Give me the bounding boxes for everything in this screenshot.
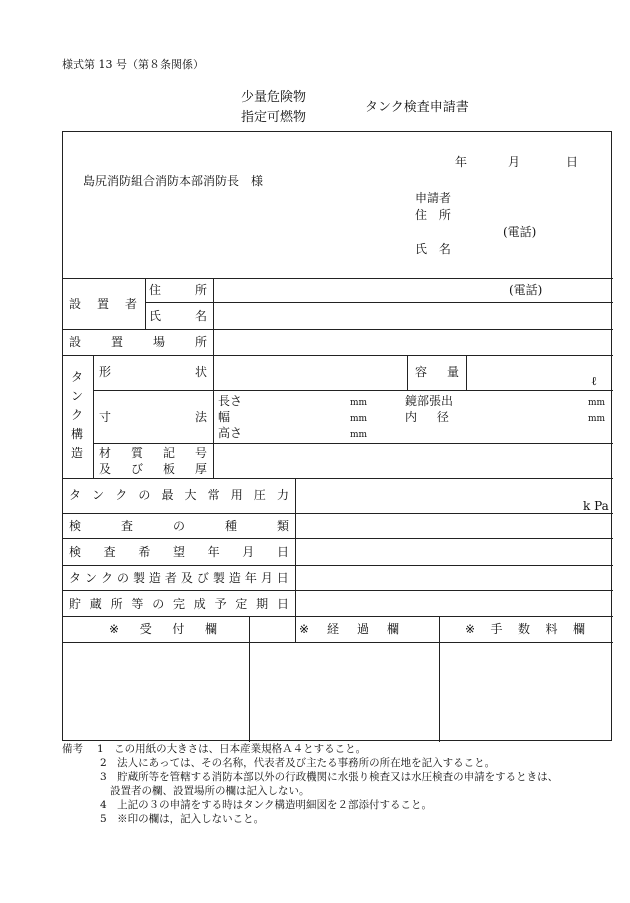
- date-year-label: 年: [455, 155, 468, 169]
- desired-date-label: 検 査 希 望 年 月 日: [69, 545, 289, 559]
- remarks: [62, 742, 558, 826]
- tank-capacity-label: 容 量: [415, 365, 459, 379]
- material-label-2: 及 び 板 厚: [99, 462, 207, 476]
- max-pressure-label: タ ン ク の 最 大 常 用 圧 力: [69, 488, 289, 502]
- form-title: タンク検査申請書: [365, 100, 469, 115]
- fee-column-header: ※ 手 数 料 欄: [465, 622, 585, 636]
- header-category-2: 指定可燃物: [241, 110, 307, 125]
- application-form-table: [62, 131, 612, 741]
- tank-height-label: 高さ: [218, 426, 243, 440]
- mirror-unit: mm: [588, 398, 606, 408]
- mirror-overhang-label: 鏡部張出: [405, 394, 454, 408]
- reception-column-header: ※ 受 付 欄: [109, 622, 217, 636]
- manufacturer-label: タ ン ク の 製 造 者 及 び 製 造 年 月 日: [69, 571, 289, 585]
- installation-location-label: 設 置 場 所: [69, 335, 207, 349]
- form-number: 様式第 13 号（第８条関係）: [62, 58, 204, 71]
- tank-structure-label: タンク構造: [71, 370, 84, 460]
- progress-column-header: ※ 経 過 欄: [299, 622, 399, 636]
- remark-3-continued: 設置者の欄、設置場所の欄は記入しない。: [110, 785, 310, 797]
- header-category-1: 少量危険物: [241, 90, 307, 105]
- inspection-type-label: 検 査 の 種 類: [69, 519, 289, 533]
- tank-dimension-label: 寸 法: [99, 410, 207, 424]
- tank-capacity-unit: ℓ: [591, 374, 597, 388]
- material-label-1: 材 質 記 号: [99, 446, 207, 460]
- tank-shape-label: 形 状: [99, 365, 207, 379]
- applicant-name-label: 氏 名: [415, 242, 455, 256]
- remarks-heading: 備考: [62, 743, 83, 755]
- inner-diameter-label: 内 径: [405, 410, 457, 424]
- remark-5: 5 ※印の欄は，記入しないこと。: [100, 813, 265, 825]
- remark-2: 2 法人にあっては、その名称，代表者及び主たる事務所の所在地を記入すること。: [100, 757, 496, 769]
- installer-address-label: 住 所: [149, 283, 207, 297]
- remark-4: 4 上記の３の申請をする時はタンク構造明細図を２部添付すること。: [100, 799, 432, 811]
- applicant-phone-label: (電話): [503, 225, 537, 239]
- remark-3: 3 貯蔵所等を管轄する消防本部以外の行政機関に水張り検査又は水圧検査の申請をするときは、: [100, 771, 559, 783]
- installer-phone-label: (電話): [509, 283, 543, 297]
- date-day-label: 日: [566, 155, 579, 169]
- date-month-label: 月: [508, 155, 521, 169]
- pressure-unit: k Pa: [583, 499, 609, 513]
- tank-width-label: 幅: [218, 410, 231, 424]
- diameter-unit: mm: [588, 414, 606, 424]
- height-unit: mm: [350, 430, 368, 440]
- applicant-label: 申請者: [415, 191, 452, 205]
- completion-date-label: 貯 蔵 所 等 の 完 成 予 定 期 日: [69, 597, 289, 611]
- length-unit: mm: [350, 398, 368, 408]
- addressee: 島尻消防組合消防本部消防長 様: [83, 174, 264, 188]
- installer-label: 設 置 者: [69, 297, 137, 311]
- applicant-address-label: 住 所: [415, 208, 455, 222]
- remark-1: 1 この用紙の大きさは、日本産業規格Ａ４とすること。: [97, 743, 367, 755]
- installer-name-label: 氏 名: [149, 309, 207, 323]
- tank-length-label: 長さ: [218, 394, 243, 408]
- width-unit: mm: [350, 414, 368, 424]
